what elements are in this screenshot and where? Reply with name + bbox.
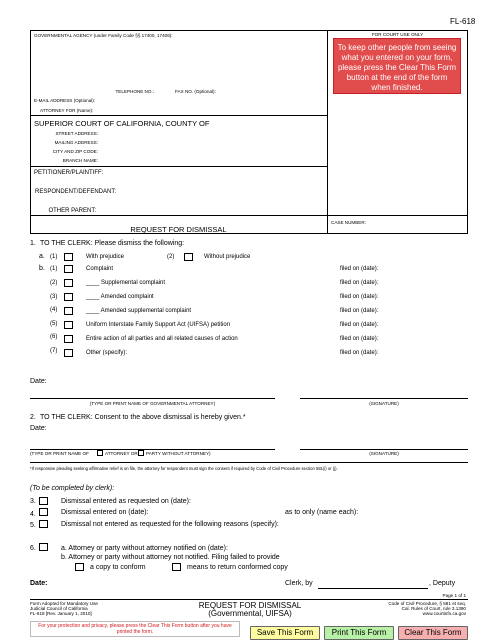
without-prejudice-label: Without prejudice	[204, 254, 251, 260]
item-b1-filed: filed on (date):	[340, 266, 379, 272]
branch-name-label: BRANCH NAME:	[62, 158, 98, 163]
attorney-checkbox[interactable]	[97, 450, 103, 456]
type-print-caption: (TYPE OR PRINT NAME OF	[30, 451, 89, 456]
item-b7-num: (7)	[50, 348, 58, 354]
party-checkbox[interactable]	[138, 450, 144, 456]
item-b6-num: (6)	[50, 334, 58, 340]
with-prejudice-label: With prejudice	[86, 254, 125, 260]
footer-left-2: Judicial Council of California	[30, 606, 88, 611]
item-b2-checkbox[interactable]	[64, 279, 73, 287]
item5-number: 5.	[30, 522, 36, 529]
item3-label: Dismissal entered as requested on (date):	[61, 498, 191, 505]
item4-number: 4.	[30, 511, 36, 518]
court-title: SUPERIOR COURT OF CALIFORNIA, COUNTY OF	[34, 119, 210, 128]
item-a-label: a.	[39, 253, 45, 260]
footer-left-1: Form Adopted for Mandatory Use	[30, 601, 98, 606]
form-title: REQUEST FOR DISMISSAL	[130, 225, 227, 234]
attorney-for-label: ATTORNEY FOR (Name):	[40, 108, 94, 113]
signature-field-1[interactable]	[300, 389, 468, 397]
date-label-1: Date:	[30, 378, 47, 385]
signature-caption-1: (SIGNATURE)	[369, 401, 399, 406]
agency-label: GOVERNMENTAL AGENCY (under Family Code §§ 17400, 17406):	[34, 33, 173, 38]
footer-title: REQUEST FOR DISMISSAL	[198, 601, 302, 610]
print-form-button[interactable]: Print This Form	[324, 626, 394, 640]
section2-number: 2.	[30, 414, 36, 421]
other-parent-label: OTHER PARENT:	[48, 208, 96, 214]
section2-text: TO THE CLERK: Consent to the above dismissal is hereby given.*	[40, 414, 246, 421]
date-label-bottom: Date:	[30, 580, 48, 587]
form-number: FL-618	[450, 17, 476, 26]
item5-label: Dismissal not entered as requested for the following reasons (specify):	[61, 521, 279, 528]
clear-form-button[interactable]: Clear This Form	[398, 626, 468, 640]
item-b2-num: (2)	[50, 280, 58, 286]
item-b5-filed: filed on (date):	[340, 322, 379, 328]
telephone-label: TELEPHONE NO.:	[115, 89, 154, 94]
item-b7-filed: filed on (date):	[340, 350, 379, 356]
item4-checkbox[interactable]	[39, 508, 48, 516]
item-b5-label: Uniform Interstate Family Support Act (UIFSA) petition	[86, 322, 231, 328]
fax-label: FAX NO. (Optional):	[175, 89, 216, 94]
item-b6-label: Entire action of all parties and all related causes of action	[86, 336, 238, 342]
street-address-label: STREET ADDRESS:	[55, 131, 98, 136]
date-label-2: Date:	[30, 425, 47, 432]
footer-subtitle: (Governmental, UIFSA)	[208, 609, 292, 618]
item3-number: 3.	[30, 498, 36, 505]
without-prejudice-checkbox[interactable]	[184, 253, 193, 261]
item-b2-filed: filed on (date):	[340, 280, 379, 286]
court-use-label: FOR COURT USE ONLY	[371, 32, 424, 37]
privacy-notice-box	[333, 38, 461, 94]
clerk-heading: (To be completed by clerk):	[30, 485, 115, 492]
name-field-2[interactable]	[30, 440, 275, 448]
item-b3-checkbox[interactable]	[64, 293, 73, 301]
footer-left-3: FL-618 [Rev. January 1, 2010]	[30, 611, 92, 616]
respondent-label: RESPONDENT/DEFENDANT:	[35, 189, 117, 195]
item6b-label: b. Attorney or party without attorney not notified. Filing failed to provide	[61, 554, 280, 561]
petitioner-label: PETITIONER/PLAINTIFF:	[34, 170, 104, 176]
item-b7-label: Other (specify):	[86, 350, 128, 356]
item-b6-checkbox[interactable]	[64, 335, 73, 343]
item-a2-num: (2)	[167, 254, 175, 260]
item-b3-filed: filed on (date):	[340, 294, 379, 300]
item-b3-label: ____ Amended complaint	[86, 294, 154, 300]
means-return-label: means to return conformed copy	[187, 564, 288, 571]
save-form-button[interactable]: Save This Form	[250, 626, 320, 640]
bottom-privacy-notice: For your protection and privacy, please press the Clear This Form button after you have printed the form.	[30, 621, 240, 637]
page-number: Page 1 of 1	[442, 593, 466, 598]
signature-field-2[interactable]	[300, 440, 468, 448]
case-number-label: CASE NUMBER:	[331, 220, 366, 225]
item-b5-checkbox[interactable]	[64, 321, 73, 329]
signature-caption-2: (SIGNATURE)	[369, 451, 399, 456]
item-b4-label: ____ Amended supplemental complaint	[86, 308, 192, 314]
item6-number: 6.	[30, 545, 36, 552]
item-b4-filed: filed on (date):	[340, 308, 379, 314]
city-zip-label: CITY AND ZIP CODE:	[52, 149, 98, 154]
item6a-label: a. Attorney or party without attorney notified on (date):	[61, 545, 228, 552]
item5-checkbox[interactable]	[39, 520, 48, 528]
item-b4-checkbox[interactable]	[64, 307, 73, 315]
item-b1-num: (1)	[50, 266, 58, 272]
attorney-or-caption: ATTORNEY OR	[105, 451, 138, 456]
email-label: E-MAIL ADDRESS (Optional):	[34, 98, 96, 103]
section1-heading: TO THE CLERK: Please dismiss the following:	[40, 240, 185, 247]
deputy-label: , Deputy	[429, 580, 456, 587]
section1-number: 1.	[30, 240, 36, 247]
item-a1-num: (1)	[50, 254, 58, 260]
item-b4-num: (4)	[50, 307, 58, 313]
clerk-by-label: Clerk, by	[285, 580, 313, 587]
copy-conform-label: a copy to conform	[90, 564, 146, 571]
bottom-date-field[interactable]	[55, 580, 175, 589]
item6-checkbox[interactable]	[39, 543, 48, 551]
governmental-attorney-caption: (TYPE OR PRINT NAME OF GOVERNMENTAL ATTORNEY)	[89, 401, 216, 406]
item-b6-filed: filed on (date):	[340, 336, 379, 342]
footer-right-2: Cal. Rules of Court, rule 3.1390	[401, 606, 466, 611]
copy-conform-checkbox[interactable]	[75, 563, 84, 571]
item-b5-num: (5)	[50, 321, 58, 327]
means-return-checkbox[interactable]	[172, 563, 181, 571]
item-b3-num: (3)	[50, 294, 58, 300]
with-prejudice-checkbox[interactable]	[64, 253, 73, 261]
item-b-label: b.	[39, 265, 45, 272]
item3-checkbox[interactable]	[39, 497, 48, 505]
item-b7-checkbox[interactable]	[64, 349, 73, 357]
party-caption: PARTY WITHOUT ATTORNEY)	[146, 451, 211, 456]
footer-right-1: Code of Civil Procedure, § 581 et seq.	[388, 601, 466, 606]
mailing-address-label: MAILING ADDRESS:	[54, 140, 98, 145]
item-b2-label: ____ Supplemental complaint	[86, 280, 166, 286]
item4-label: Dismissal entered on (date):	[61, 509, 149, 516]
item-b1-label: Complaint	[86, 266, 114, 272]
case-number-field[interactable]	[330, 226, 466, 233]
item4-extra: as to only (name each):	[285, 509, 359, 516]
attorney-name-field-1[interactable]	[30, 389, 275, 397]
privacy-notice-text: To keep other people from seeing what you entered on your form, please press the Clear This Form button at the end of the form when finished.	[337, 43, 457, 92]
item-b1-checkbox[interactable]	[64, 265, 73, 273]
footnote: *If responsive pleading seeking affirmative relief is on file, the attorney for respondent must sign the consent if required by Code of Civil Procedure section 581(i) or (j).	[30, 466, 338, 471]
footer-right-3: www.courtinfo.ca.gov	[422, 611, 466, 616]
